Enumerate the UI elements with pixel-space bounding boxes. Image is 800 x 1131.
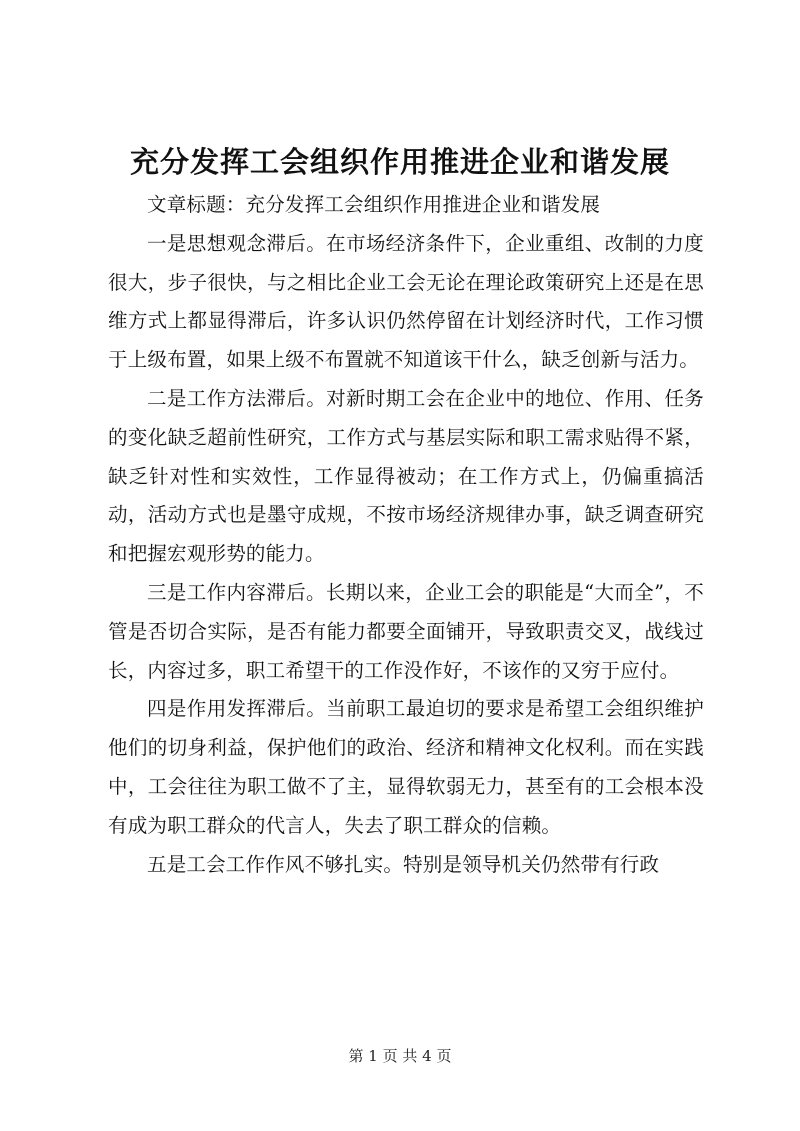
paragraph-4: 四是作用发挥滞后。当前职工最迫切的要求是希望工会组织维护他们的切身利益，保护他们的政治、经济和精神文化权利。而在实践中，工会往往为职工做不了主，显得软弱无力，甚至有的工会根本没有成为职工群众的代言人，失去了职工群众的信赖。 <box>108 697 704 837</box>
document-body <box>108 186 704 884</box>
page-footer: 第 1 页 共 4 页 <box>348 1047 452 1065</box>
paragraph-2: 二是工作方法滞后。对新时期工会在企业中的地位、作用、任务的变化缺乏超前性研究，工作方式与基层实际和职工需求贴得不紧，缺乏针对性和实效性，工作显得被动；在工作方式上，仍偏重搞活动，活动方式也是墨守成规，不按市场经济规律办事，缺乏调查研究和把握宏观形势的能力。 <box>108 386 704 566</box>
paragraph-5: 五是工会工作作风不够扎实。特别是领导机关仍然带有行政 <box>147 852 660 876</box>
paragraph-1: 一是思想观念滞后。在市场经济条件下，企业重组、改制的力度很大，步子很快，与之相比企业工会无论在理论政策研究上还是在思维方式上都显得滞后，许多认识仍然停留在计划经济时代，工作习惯于上级布置，如果上级不布置就不知道该干什么，缺乏创新与活力。 <box>108 231 704 372</box>
paragraph-3: 三是工作内容滞后。长期以来，企业工会的职能是“大而全”，不管是否切合实际，是否有能力都要全面铺开，导致职责交叉，战线过长，内容过多，职工希望干的工作没作好，不该作的又穷于应付。 <box>108 580 704 682</box>
document-title: 充分发挥工会组织作用推进企业和谐发展 <box>129 145 670 179</box>
paragraph-article-title: 文章标题：充分发挥工会组织作用推进企业和谐发展 <box>147 193 601 216</box>
